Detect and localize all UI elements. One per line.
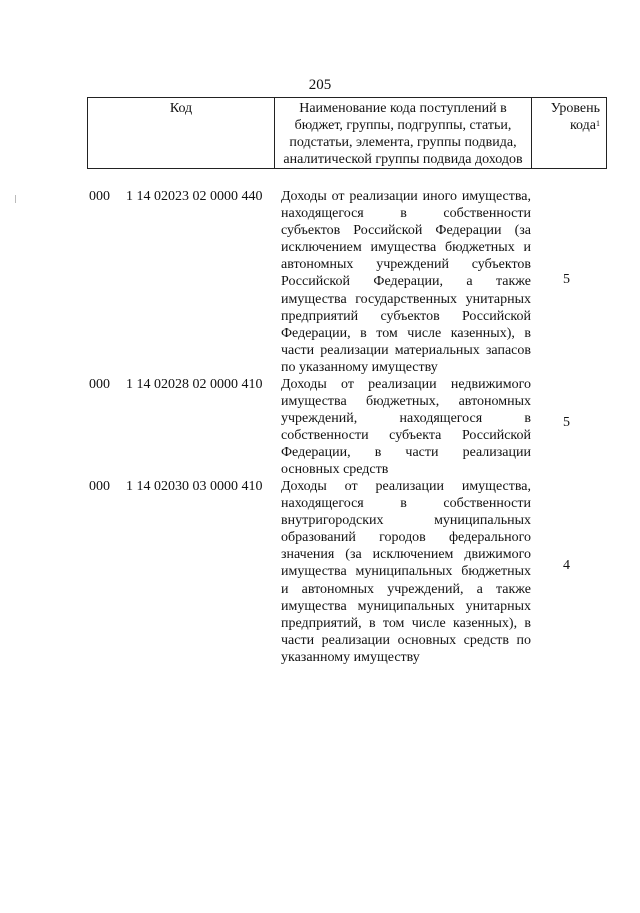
- header-name-line: аналитической группы подвида доходов: [283, 152, 523, 167]
- level-code: 5: [563, 272, 570, 287]
- revenue-name-line: находящегося в собственности: [281, 206, 531, 222]
- level-code: 5: [563, 415, 570, 430]
- header-name-line: подстатьи, элемента, группы подвида,: [289, 135, 517, 150]
- revenue-name-line: основных средств: [281, 462, 389, 478]
- revenue-name-line: Доходы от реализации недвижимого: [281, 377, 531, 392]
- revenue-name-line: части реализации основных средств по: [281, 632, 531, 648]
- header-level-label: кода: [569, 118, 596, 133]
- header-name: [275, 98, 532, 169]
- level-code: 4: [563, 558, 570, 573]
- revenue-name-line: и автономных учреждений, а также: [281, 581, 531, 597]
- revenue-name-line: указанному имуществу: [281, 649, 420, 665]
- revenue-name-line: части реализации материальных запасов: [281, 342, 531, 358]
- revenue-name-line: предприятий, в том числе казенных), в: [281, 615, 531, 631]
- header-level: [532, 98, 607, 169]
- revenue-name-line: субъектов Российской Федерации (за: [281, 223, 531, 239]
- revenue-name-line: образований городов федерального: [281, 530, 531, 546]
- table-header: [87, 97, 607, 169]
- header-code: [88, 98, 275, 169]
- header-code-label: Код: [169, 101, 193, 116]
- revenue-name-line: исключением имущества бюджетных и: [281, 240, 531, 256]
- revenue-name-line: учреждений, находящегося в: [281, 411, 531, 427]
- revenue-name-line: собственности субъекта Российской: [281, 428, 531, 444]
- revenue-name-line: имущества бюджетных, автономных: [281, 394, 531, 410]
- revenue-code: 1 14 02030 03 0000 410: [126, 479, 263, 494]
- header-name-line: Наименование кода поступлений в: [299, 101, 507, 116]
- revenue-name-line: Доходы от реализации имущества,: [281, 479, 531, 494]
- header-name-line: бюджет, группы, подгруппы, статьи,: [294, 118, 512, 133]
- revenue-name: [281, 376, 531, 479]
- admin-code: 000: [89, 189, 110, 204]
- revenue-name: [281, 188, 531, 376]
- header-level-line1: Уровень: [550, 101, 600, 116]
- revenue-code: 1 14 02023 02 0000 440: [126, 189, 263, 204]
- revenue-name-line: значения (за исключением движимого: [281, 547, 531, 563]
- revenue-name: [281, 478, 531, 666]
- scan-margin-mark: [15, 195, 16, 203]
- revenue-name-line: автономных учреждений субъектов: [281, 257, 531, 273]
- admin-code: 000: [89, 377, 110, 392]
- revenue-name-line: предприятий субъектов Российской: [281, 308, 531, 324]
- revenue-name-line: Федерации, в том числе казенных), в: [281, 325, 531, 341]
- revenue-name-line: Федерации, в части реализации: [281, 445, 531, 461]
- revenue-name-line: Российской Федерации, а также: [281, 274, 531, 290]
- revenue-name-line: имущества муниципальных унитарных: [281, 598, 531, 614]
- footnote-mark: 1: [596, 119, 600, 128]
- revenue-name-line: имущества государственных унитарных: [281, 291, 531, 307]
- header-level-line2: [532, 117, 600, 134]
- admin-code: 000: [89, 479, 110, 494]
- revenue-code: 1 14 02028 02 0000 410: [126, 377, 263, 392]
- revenue-name-line: Доходы от реализации иного имущества,: [281, 189, 531, 204]
- page-number: 205: [308, 77, 332, 93]
- revenue-name-line: по указанному имуществу: [281, 359, 438, 375]
- revenue-name-line: имущества муниципальных бюджетных: [281, 564, 531, 580]
- revenue-name-line: находящегося в собственности: [281, 496, 531, 512]
- revenue-name-line: внутригородских муниципальных: [281, 513, 531, 529]
